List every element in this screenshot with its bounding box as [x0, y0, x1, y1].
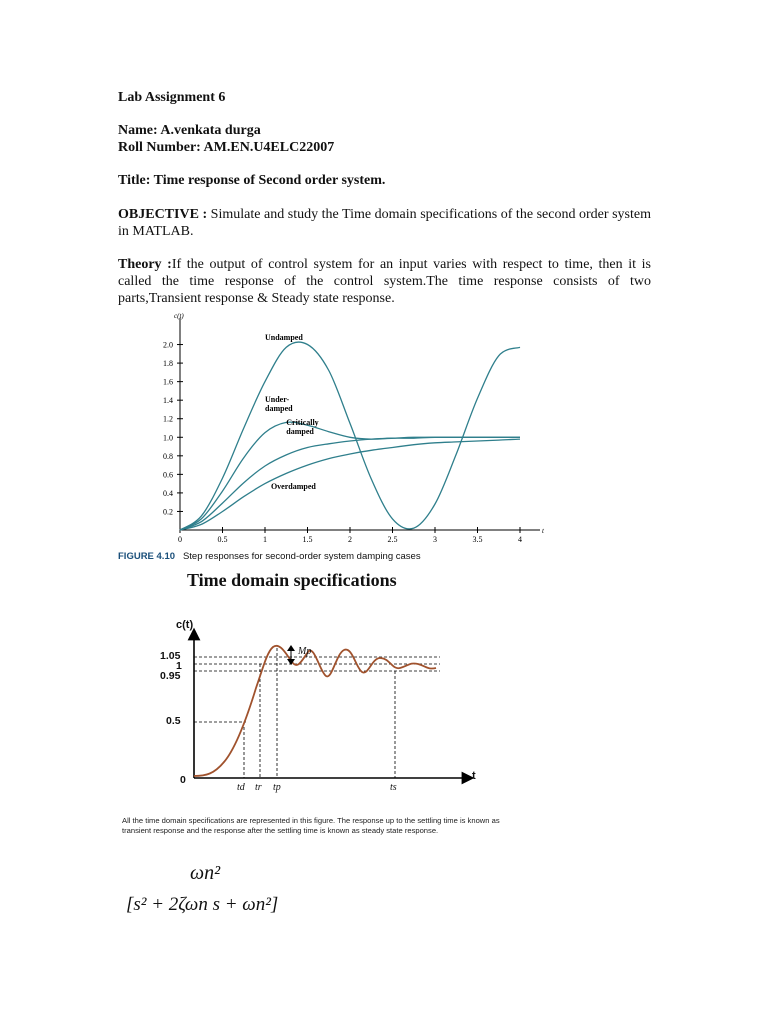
fig1-x-tick-label: 0: [178, 535, 182, 544]
fig1-x-tick-label: 3.5: [472, 535, 483, 544]
theory-paragraph: [118, 256, 651, 307]
label-ts: ts: [390, 782, 397, 793]
student-name: Name: A.venkata durga: [118, 123, 261, 138]
assignment-label: Lab Assignment 6: [118, 90, 226, 105]
series-under-damped: [180, 422, 520, 530]
figure-caption: [118, 551, 421, 562]
fig1-x-tick-label: 0.5: [217, 535, 228, 544]
fig1-y-tick-label: 0.6: [163, 470, 173, 480]
fig2-y-axis-label: c(t): [176, 619, 194, 631]
fig2-caption: All the time domain specifications are represented in this figure. The response up to the settling time is known as transient response and the response after the settling time is known as steady state response.: [122, 816, 500, 835]
time-domain-spec-chart: [110, 610, 535, 815]
section-heading: Time domain specifications: [187, 570, 397, 590]
tick-0-5: 0.5: [166, 715, 181, 727]
document-title: Title: Time response of Second order system.: [118, 173, 386, 188]
fig1-x-axis-label: t: [542, 527, 544, 535]
series-critically-damped: [180, 437, 520, 530]
time-domain-spec-figure: [110, 610, 535, 855]
fig1-y-tick-label: 1.8: [163, 359, 173, 369]
formula-denominator: [s² + 2ζωn s + ωn²]: [126, 894, 279, 915]
fig1-y-tick-label: 0.2: [163, 507, 173, 517]
fig1-y-tick-label: 0.8: [163, 451, 173, 461]
theory-label: Theory :: [118, 257, 172, 272]
tick-1-05: 1.05: [160, 650, 181, 662]
fig1-x-tick-label: 2.5: [387, 535, 398, 544]
label-tr: tr: [255, 782, 262, 793]
response-curve: [194, 646, 436, 776]
fig1-y-tick-label: 0.4: [163, 488, 173, 498]
fig1-y-tick-label: 2.0: [163, 340, 173, 350]
series-label: Critically damped: [286, 418, 319, 437]
formula-numerator: ωn²: [190, 862, 221, 884]
fig1-y-tick-label: 1.2: [163, 414, 173, 424]
tick-1: 1: [176, 660, 182, 672]
fig1-y-tick-label: 1.6: [163, 377, 173, 387]
series-label: Overdamped: [270, 482, 316, 492]
peak-arrow-head-up: [287, 645, 295, 651]
step-response-chart: [118, 308, 548, 568]
label-td: td: [237, 782, 245, 793]
tick-0: 0: [180, 774, 186, 786]
series-undamped: [180, 342, 520, 530]
roll-number: Roll Number: AM.EN.U4ELC22007: [118, 140, 335, 155]
transfer-function-formula: [122, 858, 292, 928]
fig1-x-tick-label: 2: [348, 535, 352, 544]
fig1-y-axis-label: c(t): [174, 312, 184, 320]
fig1-x-tick-label: 1: [263, 535, 267, 544]
peak-label: Mp: [298, 646, 312, 657]
series-label: Under-damped: [265, 395, 293, 414]
series-label: Undamped: [265, 332, 303, 342]
fig1-y-tick-label: 1.4: [163, 396, 173, 406]
figure-caption-label: FIGURE 4.10: [118, 551, 176, 562]
fig1-x-tick-label: 3: [433, 535, 437, 544]
fig1-x-tick-label: 4: [518, 535, 522, 544]
objective-text: Simulate and study the Time domain specifications of the second order system in MATLAB.: [118, 207, 651, 239]
label-tp: tp: [273, 782, 281, 793]
objective-label: OBJECTIVE :: [118, 207, 208, 222]
objective-paragraph: [118, 206, 651, 240]
tick-0-95: 0.95: [160, 670, 181, 682]
fig1-x-tick-label: 1.5: [302, 535, 313, 544]
fig1-y-tick-label: 1.0: [163, 433, 173, 443]
theory-text: If the output of control system for an input varies with respect to time, then it is called the time response of the control system.The time response consists of two parts,Transient response & Steady state response.: [118, 257, 651, 306]
figure-caption-text: Step responses for second-order system damping cases: [182, 551, 421, 562]
fig2-x-axis-label: t: [472, 770, 476, 782]
series-overdamped: [180, 439, 520, 530]
